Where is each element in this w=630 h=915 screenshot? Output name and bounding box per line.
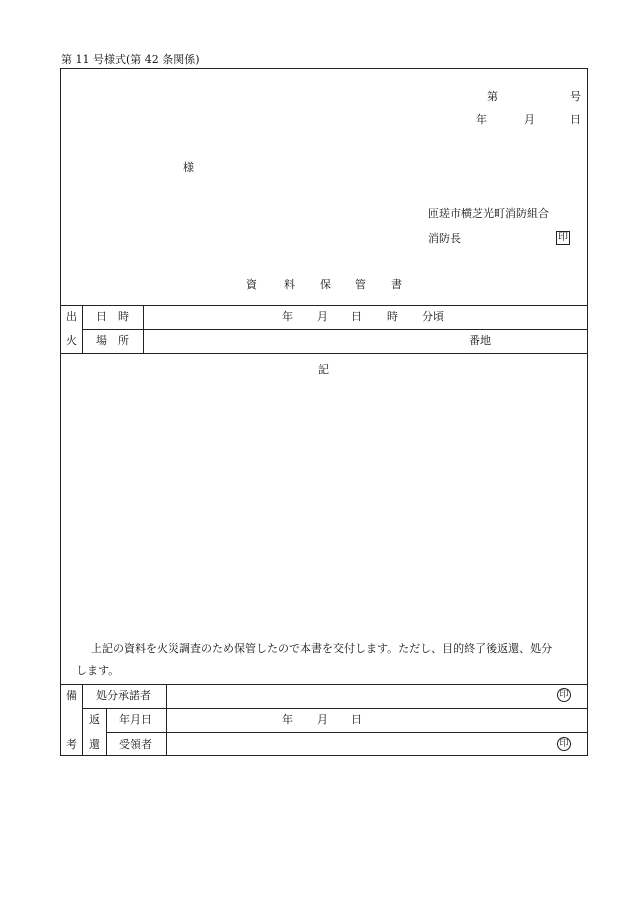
receiver-label: 受領者 — [119, 738, 152, 751]
fire-place-label: 場 所 — [96, 334, 129, 347]
return-date-label: 年月日 — [119, 713, 152, 726]
remarks-label-top: 備 — [66, 689, 77, 702]
divider-remarks-v3 — [166, 684, 167, 756]
fire-year-label: 年 — [282, 310, 293, 323]
issuer-seal-mark: 印 — [558, 232, 568, 243]
divider-fire-v2 — [143, 305, 144, 353]
form-number-note: 第 11 号様式(第 42 条関係) — [61, 53, 200, 66]
return-label-bottom: 還 — [89, 738, 100, 751]
return-month-label: 月 — [317, 713, 328, 726]
statement-line-1: 上記の資料を火災調査のため保管したので本書を交付します。ただし、目的終了後返還、処分 — [91, 642, 553, 655]
fire-datetime-label: 日 時 — [96, 310, 129, 323]
doc-number-prefix: 第 — [487, 90, 498, 103]
divider-fire-top — [60, 305, 588, 306]
return-day-label: 日 — [351, 713, 362, 726]
fire-day-label: 日 — [351, 310, 362, 323]
fire-place-suffix: 番地 — [469, 334, 491, 347]
fire-side-label-bottom: 火 — [66, 334, 77, 347]
divider-fire-mid — [82, 329, 588, 330]
issue-day-label: 日 — [570, 113, 581, 126]
addressee-suffix: 様 — [183, 161, 194, 174]
divider-fire-bottom — [60, 353, 588, 354]
doc-title-char-4: 管 — [355, 278, 366, 291]
divider-remarks-1 — [82, 708, 588, 709]
doc-number-suffix: 号 — [570, 90, 581, 103]
issue-month-label: 月 — [524, 113, 535, 126]
divider-fire-v1 — [82, 305, 83, 353]
fire-side-label-top: 出 — [66, 310, 77, 323]
receiver-seal-mark: 印 — [557, 737, 571, 751]
doc-title-char-5: 書 — [391, 278, 402, 291]
ki-heading: 記 — [318, 363, 329, 376]
disposal-consenter-label: 処分承諾者 — [96, 689, 151, 702]
disposal-seal-mark: 印 — [557, 688, 571, 702]
issue-year-label: 年 — [476, 113, 487, 126]
divider-remarks-v1 — [82, 684, 83, 756]
statement-line-2: します。 — [76, 664, 120, 677]
fire-minute-label: 分頃 — [422, 310, 444, 323]
doc-title-char-3: 保 — [320, 278, 331, 291]
issuer-title: 消防長 — [428, 232, 461, 245]
doc-title-char-1: 資 — [246, 278, 257, 291]
remarks-label-bottom: 考 — [66, 738, 77, 751]
return-label-top: 返 — [89, 713, 100, 726]
divider-remarks-v2 — [106, 708, 107, 756]
fire-hour-label: 時 — [387, 310, 398, 323]
issuer-organization: 匝瑳市横芝光町消防組合 — [428, 207, 549, 220]
return-year-label: 年 — [282, 713, 293, 726]
fire-month-label: 月 — [317, 310, 328, 323]
divider-remarks-2 — [106, 732, 588, 733]
divider-remarks-top — [60, 684, 588, 685]
doc-title-char-2: 料 — [284, 278, 295, 291]
